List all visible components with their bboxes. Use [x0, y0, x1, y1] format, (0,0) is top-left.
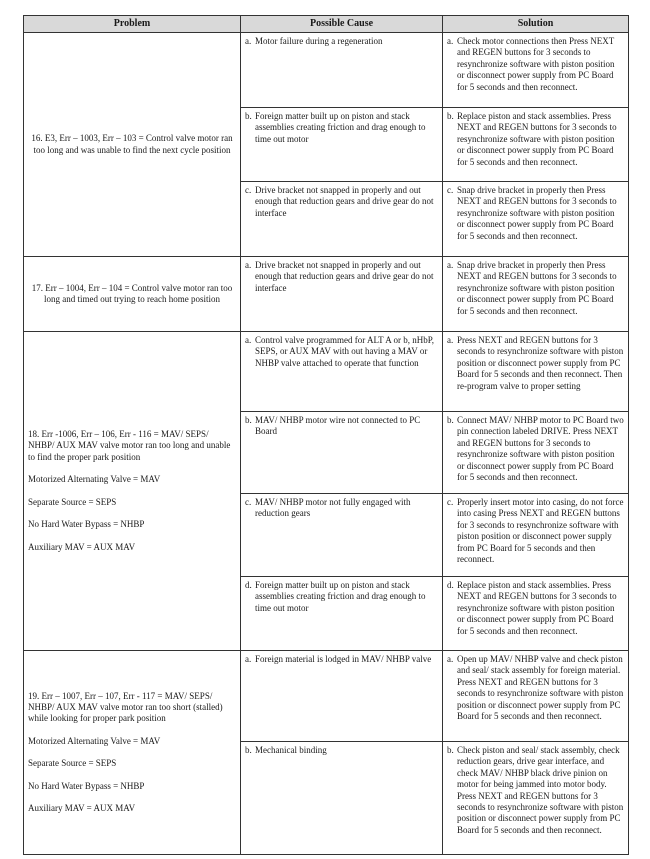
solution-text: Properly insert motor into casing, do not force into casing Press NEXT and REGEN buttons for 3 seconds to resynchronize software with piston position or disconnect power supply from PC Board for 5 seconds and then reconnect.: [457, 497, 624, 565]
cause-label: b.: [245, 745, 252, 755]
table-row: [24, 332, 629, 412]
troubleshooting-table: [23, 15, 629, 855]
problem-text: 17. Err – 1004, Err – 104 = Control valve motor ran too long and timed out trying to reach home position: [31, 282, 233, 304]
problem-text: No Hard Water Bypass = NHBP: [28, 780, 145, 791]
solution-cell: [443, 742, 629, 855]
cause-cell: [241, 332, 443, 412]
problem-text: 16. E3, Err – 1003, Err – 103 = Control valve motor ran too long and was unable to find the next cycle position: [31, 133, 233, 155]
cause-text: Foreign matter built up on piston and stack assemblies creating friction and drag enough to time out motor: [255, 580, 426, 613]
problem-text: Motorized Alternating Valve = MAV: [28, 474, 161, 485]
cause-label: a.: [245, 335, 252, 345]
solution-cell: [443, 332, 629, 412]
header-problem: Problem: [24, 16, 241, 33]
cause-label: c.: [245, 185, 252, 195]
solution-label: b.: [447, 415, 454, 425]
problem-cell: [24, 257, 241, 332]
cause-label: a.: [245, 36, 252, 46]
cause-cell: [241, 577, 443, 651]
problem-text: 19. Err – 1007, Err – 107, Err - 117 = MAV/ SEPS/ NHBP/ AUX MAV valve motor ran too short (stalled) while looking for proper park position: [28, 690, 223, 724]
cause-cell: [241, 33, 443, 108]
cause-cell: [241, 494, 443, 577]
solution-text: Press NEXT and REGEN buttons for 3 seconds to resynchronize software with piston position or disconnect power supply from PC Board for 5 seconds and then reconnect. Then re-program valve to proper setting: [457, 335, 624, 391]
problem-text: Motorized Alternating Valve = MAV: [28, 735, 161, 746]
solution-text: Check piston and seal/ stack assembly, check reduction gears, drive gear interface, and check MAV/ NHBP black drive pinion on motor for being jammed into motor body. Press NEXT and REGEN buttons for 3 seconds to resynchronize software with piston position or disconnect power supply from PC Board for 5 seconds and then reconnect.: [457, 745, 624, 835]
solution-label: a.: [447, 260, 454, 270]
cause-label: c.: [245, 497, 252, 507]
solution-text: Check motor connections then Press NEXT and REGEN buttons for 3 seconds to resynchronize software with piston position or disconnect power supply from PC Board for 5 seconds and then reconnect.: [457, 36, 615, 92]
table-row: [24, 651, 629, 742]
cause-cell: [241, 651, 443, 742]
solution-text: Snap drive bracket in properly then Press NEXT and REGEN buttons for 3 seconds to resynchronize software with piston position or disconnect power supply from PC Board for 5 seconds and then reconnect.: [457, 260, 617, 316]
problem-cell: [24, 33, 241, 257]
solution-label: c.: [447, 185, 454, 195]
problem-text: Separate Source = SEPS: [28, 496, 117, 507]
solution-cell: [443, 412, 629, 494]
table-row: [24, 257, 629, 332]
table-body: [24, 33, 629, 855]
table-row: [24, 33, 629, 108]
solution-cell: [443, 108, 629, 182]
cause-text: Mechanical binding: [255, 745, 327, 755]
solution-cell: [443, 33, 629, 108]
problem-text: Auxiliary MAV = AUX MAV: [28, 541, 136, 552]
problem-cell: [24, 651, 241, 855]
problem-text: 18. Err -1006, Err – 106, Err - 116 = MAV/ SEPS/ NHBP/ AUX MAV valve motor ran too long and unable to find the proper park position: [28, 429, 231, 462]
cause-label: a.: [245, 260, 252, 270]
cause-text: Foreign material is lodged in MAV/ NHBP valve: [255, 654, 432, 664]
solution-cell: [443, 651, 629, 742]
solution-label: a.: [447, 36, 454, 46]
solution-label: b.: [447, 745, 454, 755]
cause-text: MAV/ NHBP motor not fully engaged with reduction gears: [255, 497, 411, 519]
solution-text: Snap drive bracket in properly then Press NEXT and REGEN buttons for 3 seconds to resynchronize software with piston position or disconnect power supply from PC Board for 5 seconds and then reconnect.: [457, 185, 617, 241]
header-row: [24, 16, 629, 33]
header-solution: Solution: [443, 16, 629, 33]
solution-label: c.: [447, 497, 454, 507]
cause-text: Motor failure during a regeneration: [255, 36, 383, 46]
solution-text: Open up MAV/ NHBP valve and check piston and seal/ stack assembly for foreign material. Press NEXT and REGEN buttons for 3 seconds to resynchronize software with piston position or disconnect power supply from PC Board for 5 seconds and then reconnect.: [457, 654, 624, 722]
solution-text: Connect MAV/ NHBP motor to PC Board two pin connection labeled DRIVE. Press NEXT and REGEN buttons for 3 seconds to resynchronize software with piston position or disconnect power supply from PC Board for 5 seconds and then reconnect.: [457, 415, 624, 483]
solution-cell: [443, 577, 629, 651]
cause-text: Drive bracket not snapped in properly and out enough that reduction gears and drive gear do not interface: [255, 185, 434, 218]
solution-cell: [443, 494, 629, 577]
solution-label: b.: [447, 111, 454, 121]
cause-text: Foreign matter built up on piston and stack assemblies creating friction and drag enough to time out motor: [255, 111, 426, 144]
solution-text: Replace piston and stack assemblies. Press NEXT and REGEN buttons for 3 seconds to resynchronize software with piston position or disconnect power supply from PC Board for 5 seconds and then reconnect.: [457, 580, 617, 636]
cause-label: b.: [245, 415, 252, 425]
cause-cell: [241, 108, 443, 182]
cause-cell: [241, 412, 443, 494]
cause-label: b.: [245, 111, 252, 121]
cause-text: Control valve programmed for ALT A or b, nHbP, SEPS, or AUX MAV with out having a MAV or NHBP valve attached to operate that function: [255, 335, 434, 368]
cause-label: d.: [245, 580, 252, 590]
solution-label: d.: [447, 580, 454, 590]
problem-text: No Hard Water Bypass = NHBP: [28, 519, 145, 530]
solution-label: a.: [447, 335, 454, 345]
problem-text: Separate Source = SEPS: [28, 758, 117, 769]
problem-cell: [24, 332, 241, 651]
cause-text: MAV/ NHBP motor wire not connected to PC Board: [255, 415, 421, 437]
header-possible-cause: Possible Cause: [241, 16, 443, 33]
cause-cell: [241, 742, 443, 855]
problem-text: Auxiliary MAV = AUX MAV: [28, 803, 136, 814]
solution-text: Replace piston and stack assemblies. Press NEXT and REGEN buttons for 3 seconds to resynchronize software with piston position or disconnect power supply from PC Board for 5 seconds and then reconnect.: [457, 111, 617, 167]
cause-cell: [241, 182, 443, 257]
cause-label: a.: [245, 654, 252, 664]
solution-label: a.: [447, 654, 454, 664]
cause-text: Drive bracket not snapped in properly and out enough that reduction gears and drive gear do not interface: [255, 260, 434, 293]
cause-cell: [241, 257, 443, 332]
solution-cell: [443, 257, 629, 332]
solution-cell: [443, 182, 629, 257]
